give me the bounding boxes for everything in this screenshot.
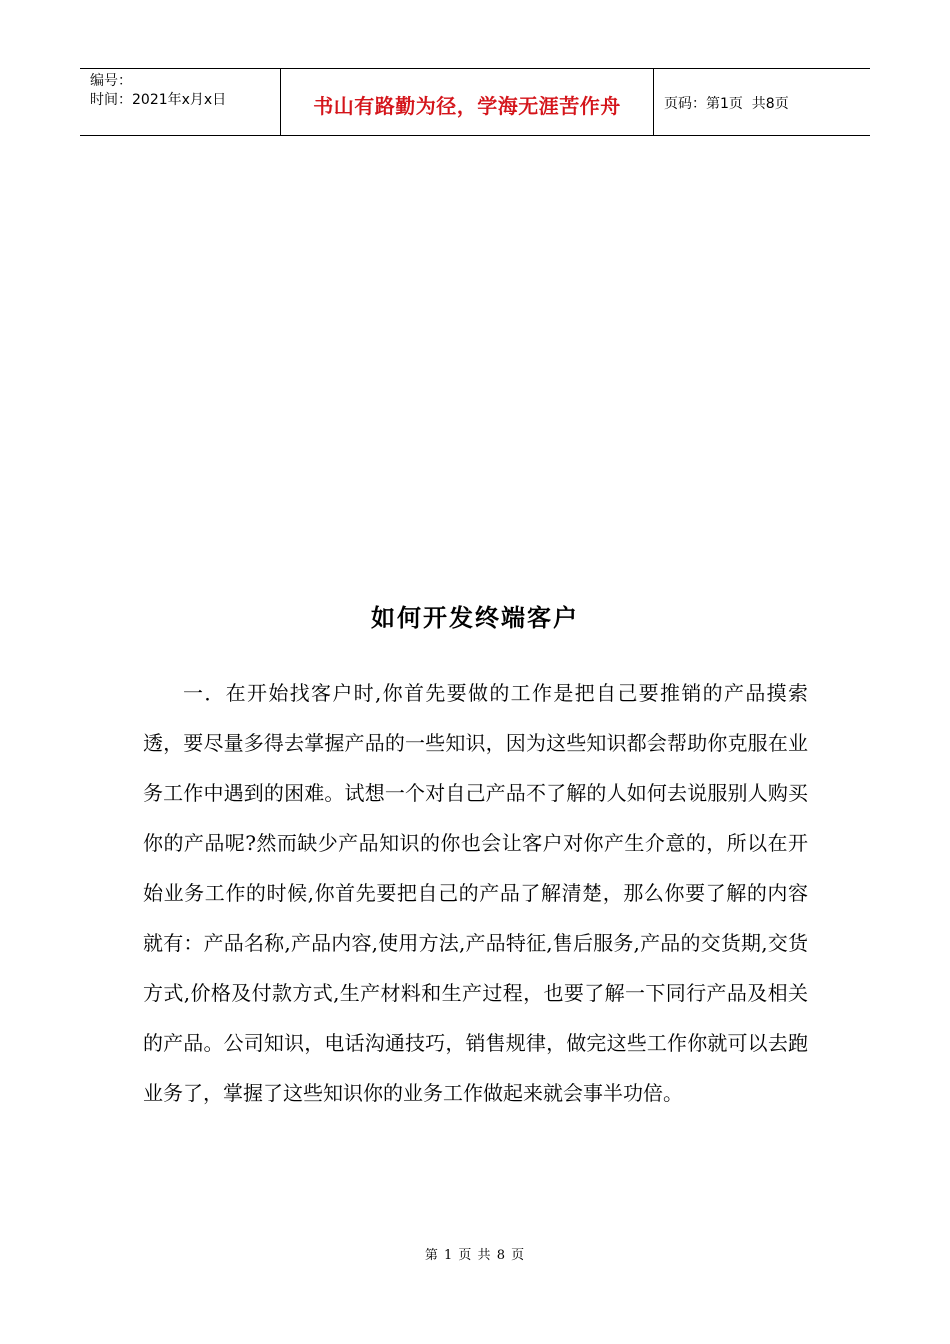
footer-page-number: 第 1 页 共 8 页 (424, 1248, 526, 1263)
body-paragraph: 一．在开始找客户时,你首先要做的工作是把自己要推销的产品摸索透，要尽量多得去掌握产品的一些知识，因为这些知识都会帮助你克服在业务工作中遇到的困难。试想一个对自己产品不了解的人如何去说服别人购买你的产品呢?然而缺少产品知识的你也会让客户对你产生介意的，所以在开始业务工作的时候,你首先要把自己的产品了解清楚，那么你要了解的内容就有：产品名称,产品内容,使用方法,产品特征,售后服务,产品的交货期,交货方式,价格及付款方式,生产材料和生产过程，也要了解一下同行产品及相关的产品。公司知识，电话沟通技巧，销售规律，做完这些工作你就可以去跑业务了，掌握了这些知识你的业务工作做起来就会事半功倍。 (143, 681, 808, 1105)
header-page-cell (654, 69, 870, 135)
document-time-label: 时间：2021年x月x日 (90, 92, 227, 108)
document-number-label: 编号： (90, 73, 132, 89)
header-motto-cell (281, 69, 654, 135)
header-page-info: 页码：第1页 共8页 (664, 96, 789, 112)
page-footer (0, 1244, 950, 1263)
header-meta-cell (80, 69, 281, 135)
document-title: 如何开发终端客户 (371, 603, 579, 632)
header-motto: 书山有路勤为径，学海无涯苦作舟 (313, 93, 621, 118)
document-header (80, 68, 870, 136)
